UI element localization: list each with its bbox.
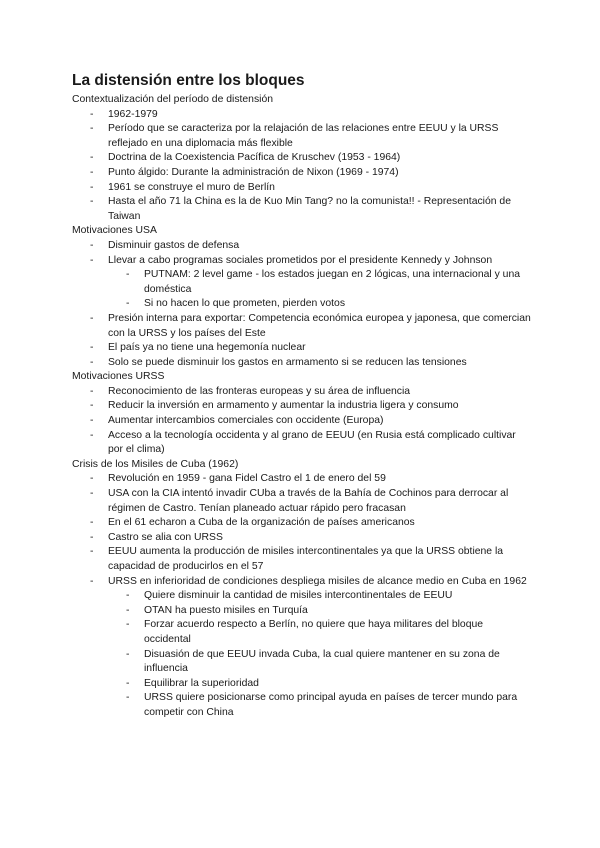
- list-item: - Período que se caracteriza por la relajación de las relaciones entre EEUU y la URSS reflejado en una diplomacia más flexible: [72, 122, 532, 151]
- list-item: - EEUU aumenta la producción de misiles intercontinentales ya que la URSS obtiene la capacidad de producirlos en el 57: [72, 545, 532, 574]
- section-heading: Motivaciones USA: [72, 225, 157, 237]
- document-content: [72, 72, 532, 721]
- list-item: - Acceso a la tecnología occidenta y al grano de EEUU (en Rusia está complicado cultivar por el clima): [72, 429, 532, 458]
- list-item: - Hasta el año 71 la China es la de Kuo Min Tang? no la comunista!! - Representación de Taiwan: [72, 195, 532, 224]
- bullet-list: [72, 472, 532, 720]
- sub-list-item: - Si no hacen lo que prometen, pierden votos: [72, 297, 532, 312]
- sub-list-item: - URSS quiere posicionarse como principal ayuda en países de tercer mundo para competir con China: [72, 691, 532, 720]
- list-item: - Castro se alia con URSS: [72, 531, 532, 546]
- sub-list-item: - Forzar acuerdo respecto a Berlín, no quiere que haya militares del bloque occidental: [72, 618, 532, 647]
- section-heading: Crisis de los Misiles de Cuba (1962): [72, 458, 239, 470]
- bullet-list: [72, 385, 532, 458]
- list-item: - En el 61 echaron a Cuba de la organización de países americanos: [72, 516, 532, 531]
- list-item: - Presión interna para exportar: Competencia económica europea y japonesa, que comercian con la URSS y los países del Este: [72, 312, 532, 341]
- list-item: - USA con la CIA intentó invadir CUba a través de la Bahía de Cochinos para derrocar al régimen de Castro. Tenían planeado actuar rápido pero fracasan: [72, 487, 532, 516]
- section-heading: Contextualización del período de distensión: [72, 94, 274, 105]
- sections-container: [72, 93, 532, 721]
- sub-list-item: - OTAN ha puesto misiles en Turquía: [72, 604, 532, 619]
- sub-list-item: - Quiere disminuir la cantidad de misiles intercontinentales de EEUU: [72, 589, 532, 604]
- list-item: - 1961 se construye el muro de Berlín: [72, 181, 532, 196]
- page-title: La distensión entre los bloques: [72, 72, 305, 89]
- list-item: - El país ya no tiene una hegemonía nuclear: [72, 341, 532, 356]
- list-item: - Disminuir gastos de defensa: [72, 239, 532, 254]
- list-item: - Punto álgido: Durante la administración de Nixon (1969 - 1974): [72, 166, 532, 181]
- sub-list-item: - PUTNAM: 2 level game - los estados juegan en 2 lógicas, una internacional y una doméstica: [72, 268, 532, 297]
- list-item: - Doctrina de la Coexistencia Pacífica de Kruschev (1953 - 1964): [72, 151, 532, 166]
- list-item: - Aumentar intercambios comerciales con occidente (Europa): [72, 414, 532, 429]
- section-heading: Motivaciones URSS: [72, 371, 165, 383]
- sub-list-item: - Equilibrar la superioridad: [72, 677, 532, 692]
- list-item: - 1962-1979: [72, 108, 532, 123]
- bullet-list: [72, 239, 532, 370]
- list-item: - Revolución en 1959 - gana Fidel Castro el 1 de enero del 59: [72, 472, 532, 487]
- bullet-list: [72, 108, 532, 225]
- list-item: - Solo se puede disminuir los gastos en armamento si se reducen las tensiones: [72, 356, 532, 371]
- sub-list-item: - Disuasión de que EEUU invada Cuba, la cual quiere mantener en su zona de influencia: [72, 648, 532, 677]
- list-item: - Reconocimiento de las fronteras europeas y su área de influencia: [72, 385, 532, 400]
- list-item: - Reducir la inversión en armamento y aumentar la industria ligera y consumo: [72, 399, 532, 414]
- list-item: - Llevar a cabo programas sociales prometidos por el presidente Kennedy y Johnson: [72, 254, 532, 269]
- list-item: - URSS en inferioridad de condiciones despliega misiles de alcance medio en Cuba en 1962: [72, 575, 532, 590]
